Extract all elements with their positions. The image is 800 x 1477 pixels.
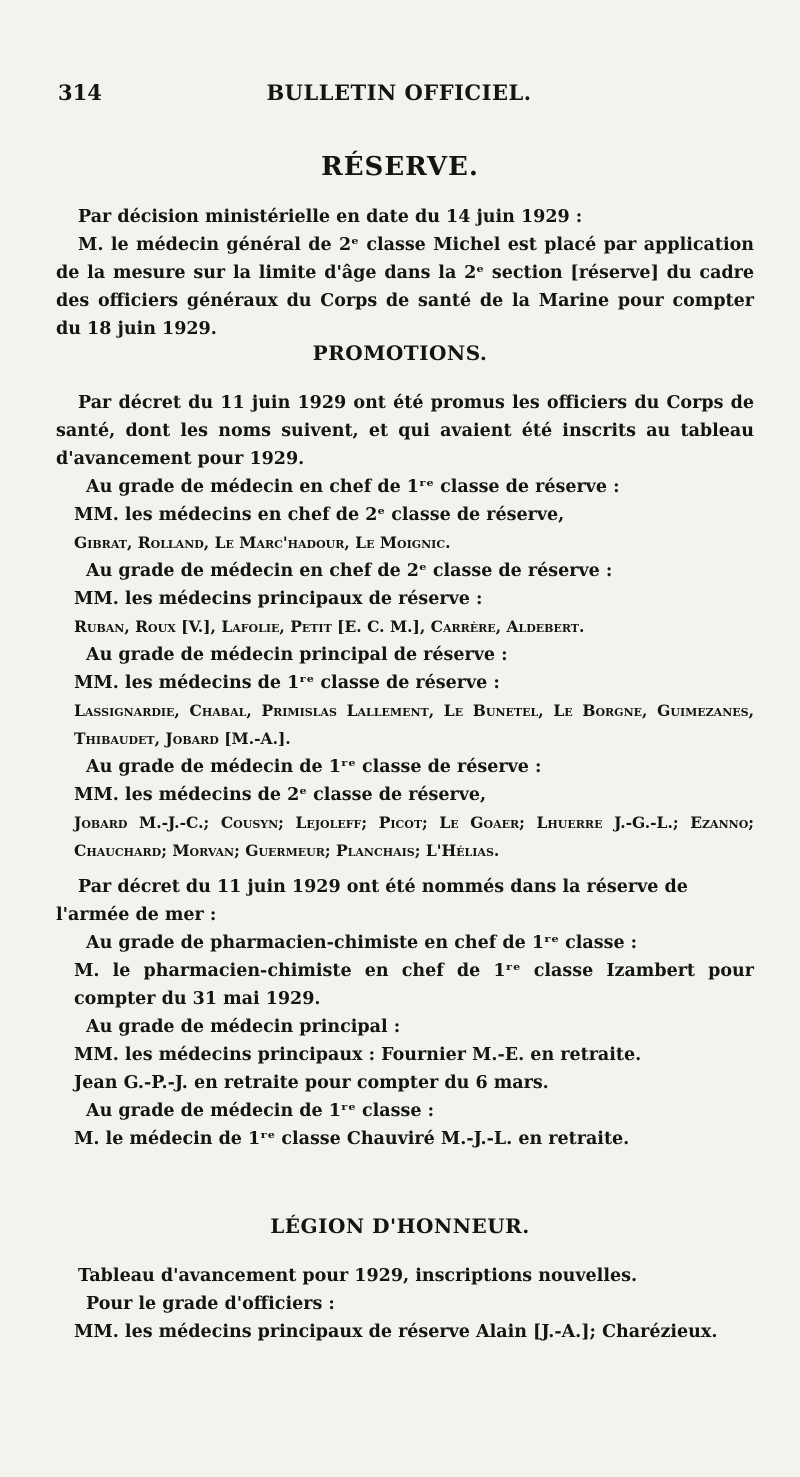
grade-heading: Au grade de médecin principal : [86,1017,401,1037]
grade-subheading: MM. les médecins de 2ᵉ classe de réserve, [74,785,487,805]
grade-heading: Au grade de médecin de 1ʳᵉ classe de réserve : [86,757,542,777]
paragraph: MM. les médecins principaux de réserve Alain [J.-A.]; Charézieux. [74,1322,718,1342]
grade-subheading: MM. les médecins principaux de réserve : [74,589,483,609]
name-list: Jobard M.-J.-C.; Cousyn; Lejoleff; Picot; Le Goaer; Lhuerre J.-G.-L.; Ezanno; Chauchard; Morvan; Guermeur; Planchais; L'Hélias. [74,813,754,860]
paragraph: Par décision ministérielle en date du 14 juin 1929 : [78,207,583,227]
page-header [58,80,740,112]
section-promotions [56,389,754,1153]
grade-heading: Au grade de médecin principal de réserve : [86,645,508,665]
section-reserve [56,203,754,343]
section-title-promotions: PROMOTIONS. [312,341,488,365]
paragraph: Tableau d'avancement pour 1929, inscriptions nouvelles. [78,1266,638,1286]
spacer [56,865,754,873]
section-legion [56,1262,754,1346]
section-title-legion: LÉGION D'HONNEUR. [270,1214,530,1238]
paragraph: MM. les médecins principaux : Fournier M.-E. en retraite. [74,1045,642,1065]
name-list: Ruban, Roux [V.], Lafolie, Petit [E. C. M.], Carrère, Aldebert. [74,617,585,636]
paragraph: M. le pharmacien-chimiste en chef de 1ʳᵉ classe Izambert pour compter du 31 mai 1929. [74,961,754,1009]
paragraph: M. le médecin général de 2ᵉ classe Michel est placé par application de la mesure sur la limite d'âge dans la 2ᵉ section [réserve] du cadre des officiers généraux du Corps de santé de la Marine pour compter du 18 juin 1929. [56,235,754,339]
grade-heading: Au grade de pharmacien-chimiste en chef de 1ʳᵉ classe : [86,933,638,953]
grade-subheading: MM. les médecins en chef de 2ᵉ classe de réserve, [74,505,565,525]
grade-heading: Au grade de médecin en chef de 2ᵉ classe de réserve : [86,561,613,581]
paragraph: Par décret du 11 juin 1929 ont été promus les officiers du Corps de santé, dont les noms suivent, et qui avaient été inscrits au tableau d'avancement pour 1929. [56,393,754,469]
name-list: Gibrat, Rolland, Le Marc'hadour, Le Moignic. [74,533,451,552]
paragraph: Jean G.-P.-J. en retraite pour compter du 6 mars. [74,1073,549,1093]
page-number: 314 [58,80,102,105]
grade-heading: Pour le grade d'officiers : [86,1294,335,1314]
grade-subheading: MM. les médecins de 1ʳᵉ classe de réserve : [74,673,500,693]
section-title-reserve: RÉSERVE. [321,152,479,182]
paragraph: M. le médecin de 1ʳᵉ classe Chauviré M.-J.-L. en retraite. [74,1129,630,1149]
grade-heading: Au grade de médecin de 1ʳᵉ classe : [86,1101,435,1121]
paragraph: Par décret du 11 juin 1929 ont été nommés dans la réserve de l'armée de mer : [56,877,688,925]
grade-heading: Au grade de médecin en chef de 1ʳᵉ classe de réserve : [86,477,620,497]
name-list: Lassignardie, Chabal, Primislas Lallement, Le Bunetel, Le Borgne, Guimezanes, Thibaudet, Jobard [M.-A.]. [74,701,754,748]
running-title: BULLETIN OFFICIEL. [266,80,532,105]
